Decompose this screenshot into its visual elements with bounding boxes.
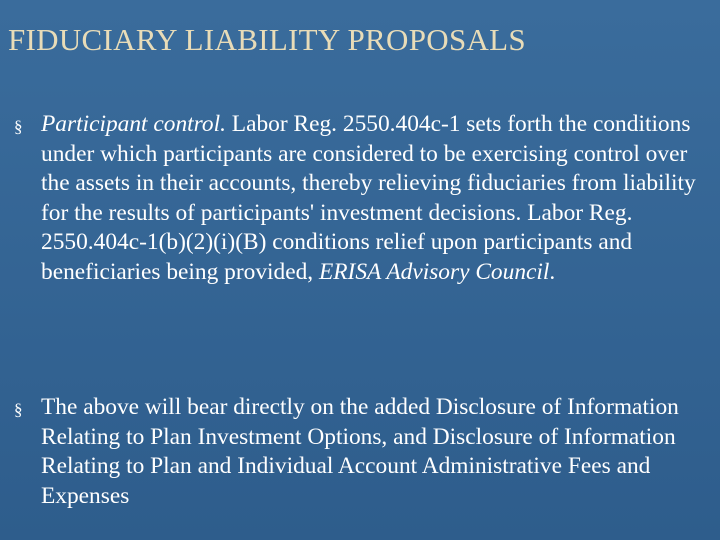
bullet-body: Labor Reg. 2550.404c-1 sets forth the conditions under which participants are considered to be exercising control over the assets in their accounts, thereby relieving fiduciaries from liability for the results of participants' investment decisions. Labor Reg. 2550.404c-1(b)(2)(i)(B) conditions relief upon participants and beneficiaries being provided,: [41, 111, 696, 285]
bullet-lead-italic: Participant control.: [41, 111, 226, 137]
bullet-item-participant-control: [14, 110, 706, 288]
bullet-marker-icon: §: [14, 400, 23, 419]
bullet-item-disclosure: [14, 393, 706, 511]
citation-italic: ERISA Advisory Council: [318, 258, 550, 285]
slide-title: FIDUCIARY LIABILITY PROPOSALS: [8, 22, 526, 57]
bullet-text: The above will bear directly on the added Disclosure of Information Relating to Plan Investment Options, and Disclosure of Information Relating to Plan and Individual Account Administrative Fees and Expenses: [41, 394, 679, 509]
bullet-text: [41, 110, 706, 288]
bullet-marker-icon: §: [14, 117, 23, 136]
citation-punctuation: .: [549, 258, 556, 285]
